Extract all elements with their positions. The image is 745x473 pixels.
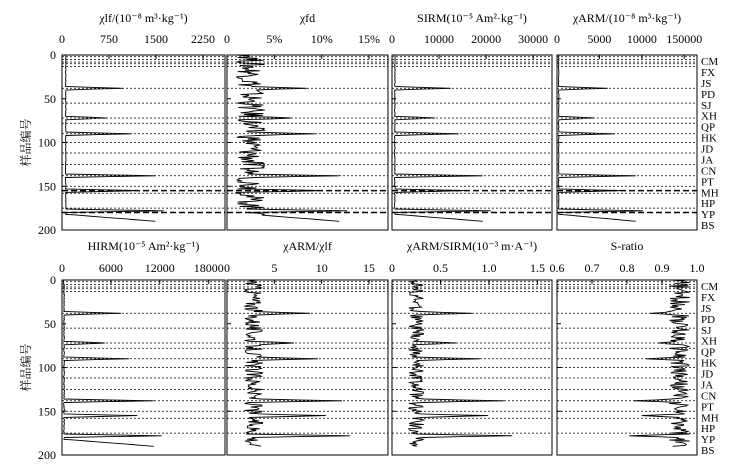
unit-label-fx: FX	[701, 66, 716, 79]
y-tick-label: 50	[44, 91, 56, 106]
x-tick-label: 15%	[358, 32, 381, 46]
unit-label-mh: MH	[701, 187, 719, 200]
x-tick-label: 1.5	[529, 261, 545, 275]
unit-label-cm: CM	[701, 281, 719, 293]
panel-title: HIRM(10⁻⁵ Am²·kg⁻¹)	[87, 239, 200, 253]
x-tick-label: 0.8	[619, 261, 635, 275]
unit-label-bs: BS	[701, 220, 715, 233]
panel-title: χARM/SIRM(10⁻³ m·A⁻¹)	[406, 239, 538, 253]
x-tick-label: 10000	[424, 32, 455, 46]
x-tick-label: 10	[315, 261, 328, 275]
unit-label-cn: CN	[701, 165, 717, 178]
x-tick-label: 0.7	[584, 261, 600, 275]
x-tick-label: 750	[100, 32, 119, 46]
profile-line	[395, 55, 491, 221]
unit-label-qp: QP	[701, 121, 716, 134]
y-tick-label: 150	[38, 404, 56, 419]
x-tick-label: 0.5	[432, 261, 448, 275]
panel-3	[389, 11, 552, 230]
x-tick-label: 0.9	[654, 261, 670, 275]
x-tick-label: 6000	[98, 261, 123, 275]
x-tick-label: 5	[271, 261, 278, 275]
x-tick-label: 15	[363, 261, 376, 275]
panel-1	[38, 11, 225, 237]
panel-title: χARM/(10⁻⁸ m³·kg⁻¹)	[572, 11, 682, 25]
unit-label-js: JS	[701, 77, 712, 90]
y-axis-label: 样品编号	[19, 118, 33, 167]
y-tick-label: 200	[38, 448, 56, 462]
x-tick-label: 0	[389, 32, 395, 46]
panel-2	[224, 11, 388, 230]
x-tick-label: 10%	[310, 32, 333, 46]
x-tick-label: 0	[389, 261, 395, 275]
y-tick-label: 0	[50, 48, 56, 62]
panel-6	[224, 239, 388, 455]
y-tick-label: 200	[38, 223, 56, 237]
unit-label-mh: MH	[701, 412, 719, 425]
unit-label-xh: XH	[701, 110, 717, 123]
unit-label-js: JS	[701, 302, 712, 315]
x-tick-label: 150000	[666, 32, 703, 46]
x-tick-label: 0.6	[549, 261, 565, 275]
unit-label-jd: JD	[701, 368, 714, 381]
unit-label-jd: JD	[701, 143, 714, 156]
unit-label-pd: PD	[701, 88, 716, 101]
profile-line	[558, 55, 642, 221]
x-tick-label: 5%	[266, 32, 283, 46]
x-tick-label: 12000	[144, 261, 175, 275]
x-tick-label: 18000	[193, 261, 224, 275]
profile-line	[409, 280, 513, 446]
x-tick-label: 0	[224, 261, 230, 275]
panel-title: SIRM(10⁻⁵ Am²·kg⁻¹)	[417, 11, 527, 25]
panel-title: χfd	[299, 11, 316, 25]
panel-5	[38, 239, 225, 462]
x-tick-label: 0	[554, 32, 560, 46]
unit-label-hk: HK	[701, 357, 717, 370]
unit-label-qp: QP	[701, 346, 716, 359]
unit-label-cn: CN	[701, 390, 717, 403]
panel-7	[389, 239, 552, 455]
unit-label-fx: FX	[701, 291, 716, 304]
x-tick-label: 1.0	[481, 261, 497, 275]
panel-title: S-ratio	[610, 239, 644, 253]
y-tick-label: 100	[38, 360, 56, 375]
unit-label-yp: YP	[701, 209, 716, 222]
y-tick-label: 100	[38, 135, 56, 150]
unit-label-hk: HK	[701, 132, 717, 145]
unit-label-pt: PT	[701, 401, 714, 414]
y-tick-label: 150	[38, 179, 56, 194]
x-tick-label: 20000	[471, 32, 502, 46]
panel-8	[550, 239, 705, 455]
unit-label-ja: JA	[701, 379, 714, 392]
x-tick-label: 1.0	[689, 261, 705, 275]
profile-line	[244, 280, 350, 446]
panel-title: χARM/χlf	[283, 239, 332, 253]
profile-line	[629, 280, 690, 446]
unit-label-bs: BS	[701, 445, 715, 458]
unit-label-hp: HP	[701, 198, 716, 211]
unit-label-sj: SJ	[701, 99, 712, 112]
x-tick-label: 2250	[191, 32, 216, 46]
x-tick-label: 0	[224, 32, 230, 46]
unit-label-ja: JA	[701, 154, 714, 167]
x-tick-label: 0	[59, 261, 65, 275]
profile-line	[64, 280, 162, 446]
y-tick-label: 50	[44, 316, 56, 331]
x-tick-label: 10000	[626, 32, 657, 46]
unit-label-sj: SJ	[701, 324, 712, 337]
profile-line	[66, 55, 164, 221]
profile-line	[237, 55, 348, 221]
unit-label-cm: CM	[701, 56, 719, 68]
unit-label-pd: PD	[701, 313, 716, 326]
unit-label-hp: HP	[701, 423, 716, 436]
panel-4	[554, 11, 702, 230]
row-labels	[701, 56, 719, 457]
x-tick-label: 5000	[587, 32, 612, 46]
panels	[38, 11, 705, 462]
panel-title: χlf/(10⁻⁸ m³·kg⁻¹)	[99, 11, 188, 25]
y-axis-label: 样品编号	[19, 343, 33, 392]
unit-label-yp: YP	[701, 434, 716, 447]
x-tick-label: 30000	[518, 32, 549, 46]
y-tick-label: 0	[50, 273, 56, 287]
x-tick-label: 0	[59, 32, 65, 46]
x-tick-label: 1500	[144, 32, 169, 46]
unit-label-xh: XH	[701, 335, 717, 348]
unit-label-pt: PT	[701, 176, 714, 189]
